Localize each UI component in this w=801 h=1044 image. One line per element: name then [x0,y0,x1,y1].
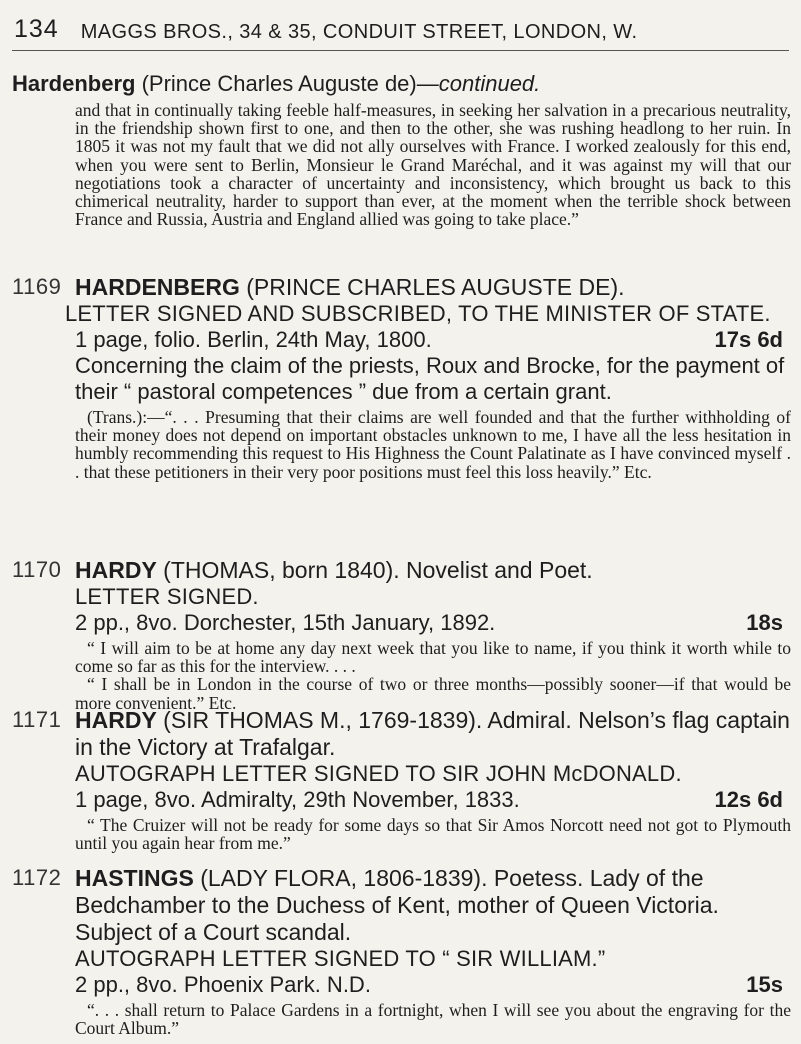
lot-entry [12,865,791,1037]
lot-name: HARDY [75,707,157,733]
lot-heading [75,865,791,946]
lot-heading [75,557,791,584]
lot-price: 17s 6d [714,327,783,352]
lot-number: 1169 [12,274,62,299]
lot-name: HARDY [75,557,157,583]
lot-heading [75,707,791,761]
lot-quote [75,408,791,481]
lot-number: 1171 [12,707,62,732]
lot-details: 1 page, 8vo. Admiralty, 29th November, 1833. [75,787,520,812]
lot-name: HASTINGS [75,865,194,891]
lot-details-row [75,610,791,636]
continued-label: continued. [438,71,541,96]
lot-quote-text: (Trans.):—“. . . Presuming that their claims are well founded and that the further withholding of their money does not depend on important obstacles unknown to me, I have all the less hesitation in humbly recommending this request to His Highness the Count Palatinate as I have convinced myself . . that these petitioners in their very poor positions must feel this loss heavily.” Etc. [75,407,791,482]
continued-name: Hardenberg [12,71,136,96]
lot-price: 18s [746,610,783,635]
lot-note: Concerning the claim of the priests, Roux and Brocke, for the payment of their “ pastoral competences ” due from a certain grant. [75,353,785,404]
lot-details: 2 pp., 8vo. Dorchester, 15th January, 1892. [75,610,496,635]
lot-quote-text: “. . . shall return to Palace Gardens in a fortnight, when I will see you about the engraving for the Court Album.” [75,1000,791,1039]
lot-quote-text: “ I will aim to be at home any day next week that you like to name, if you think it worth while to come so far as this for the interview. . . . [75,638,791,677]
lot-details: 1 page, folio. Berlin, 24th May, 1800. [75,327,432,352]
page-number: 134 [14,15,59,43]
lot-heading [75,274,791,301]
lot-item-type: AUTOGRAPH LETTER SIGNED TO “ SIR WILLIAM.” [75,946,606,971]
lot-quote-text: “ The Cruizer will not be ready for some days so that Sir Amos Norcott need not got to Plymouth until you again hear from me.” [75,815,791,854]
lot-details: 2 pp., 8vo. Phoenix Park. N.D. [75,972,371,997]
lot-price: 15s [746,972,783,997]
lot-heading-rest: (SIR THOMAS M., 1769-1839). Admiral. Nelson’s flag captain in the Victory at Trafalgar. [75,707,790,760]
lot-item-type: LETTER SIGNED AND SUBSCRIBED, TO THE MINISTER OF STATE. [65,301,771,326]
lot-number: 1170 [12,557,62,582]
lot-price: 12s 6d [714,787,783,812]
lot-quote-text: “ I shall be in London in the course of two or three months—possibly sooner—if that would be more convenient.” Etc. [75,674,791,713]
lot-entry [12,274,791,481]
header-rule [12,50,789,51]
lot-details-row [75,787,791,813]
running-head [14,10,789,44]
continued-text: and that in continually taking feeble half-measures, in seeking her salvation in a precarious neutrality, in the friendship shown first to one, and then to the other, she was rushing headlong to her ruin. In 1805 it was not my fault that we did not ally ourselves with France. I worked zealously for this end, when you were sent to Berlin, Monsieur le Grand Maréchal, and it was against my will that our negotiations took a character of uncertainty and inconsistency, which brought us back to this chimerical neutrality, harder to support than ever, at the moment when the terrible shock between France and Russia, Austria and England allied was going to take place.” [75,100,791,230]
lot-heading-rest: (THOMAS, born 1840). Novelist and Poet. [156,557,593,583]
lot-item-type: LETTER SIGNED. [75,584,259,609]
continued-rest: (Prince Charles Auguste de)— [135,71,439,96]
lot-quote [75,1001,791,1037]
lot-details-row [75,327,791,353]
lot-quote [75,639,791,712]
running-title: MAGGS BROS., 34 & 35, CONDUIT STREET, LONDON, W. [80,21,638,43]
lot-details-row [75,972,791,998]
lot-item-type: AUTOGRAPH LETTER SIGNED TO SIR JOHN McDONALD. [75,761,682,786]
lot-entry [12,707,791,852]
continued-heading [12,71,540,97]
lot-number: 1172 [12,865,62,890]
lot-entry [12,557,791,712]
lot-name: HARDENBERG [75,274,240,300]
lot-heading-rest: (PRINCE CHARLES AUGUSTE DE). [239,274,625,300]
lot-quote [75,816,791,852]
lot-heading-rest: (LADY FLORA, 1806-1839). Poetess. Lady of the Bedchamber to the Duchess of Kent, mother of Queen Victoria. Subject of a Court scandal. [75,865,719,945]
